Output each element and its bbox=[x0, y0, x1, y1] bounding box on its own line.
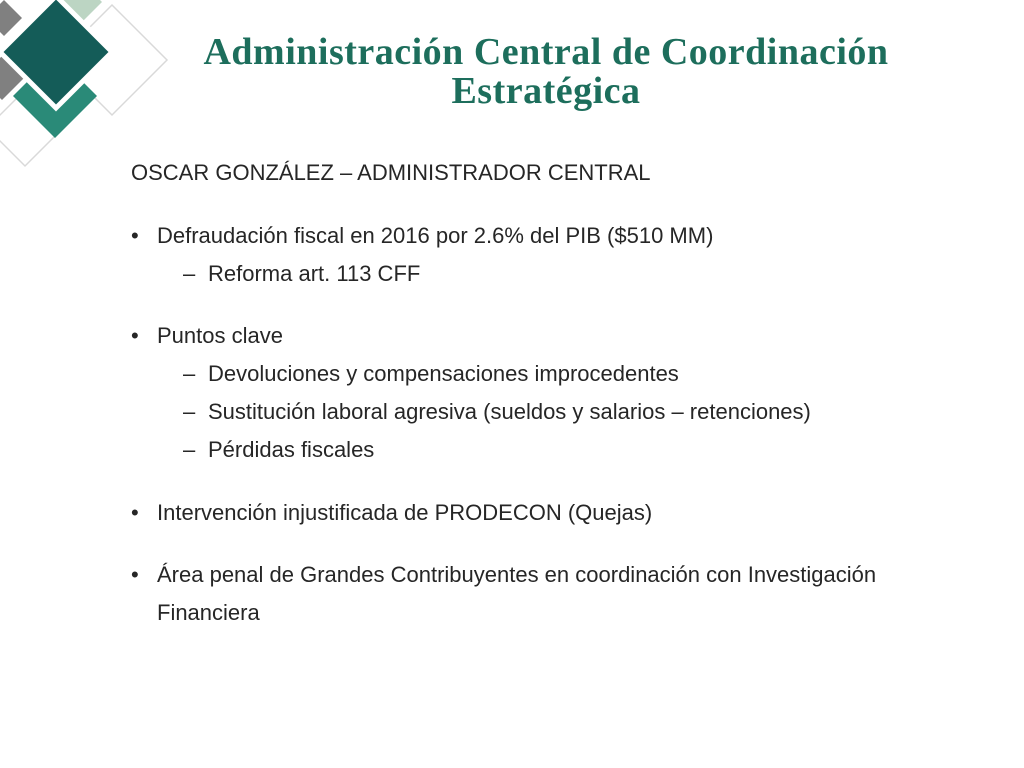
bullet-item bbox=[131, 494, 921, 532]
bullet-marker: • bbox=[131, 222, 139, 248]
sub-item bbox=[131, 431, 921, 469]
sub-text: Reforma art. 113 CFF bbox=[208, 260, 421, 286]
slide-title: Administración Central de Coordinación Estratégica bbox=[203, 31, 889, 112]
bullet-item bbox=[131, 217, 921, 293]
bullet-item bbox=[131, 317, 921, 469]
bullet-text: Área penal de Grandes Contribuyentes en coordinación con Investigación Financiera bbox=[157, 562, 877, 625]
sub-marker: – bbox=[183, 437, 196, 462]
bullet-marker: • bbox=[131, 499, 139, 525]
bullet-line bbox=[131, 217, 921, 255]
bullet-item bbox=[131, 556, 921, 632]
sub-item bbox=[131, 255, 921, 293]
sub-marker: – bbox=[183, 399, 196, 424]
slide-body bbox=[131, 154, 921, 632]
bullet-text: Puntos clave bbox=[157, 323, 283, 348]
sub-text: Pérdidas fiscales bbox=[208, 437, 375, 462]
sub-marker: – bbox=[183, 361, 196, 386]
presenter-line: OSCAR GONZÁLEZ – ADMINISTRADOR CENTRAL bbox=[131, 160, 651, 185]
bullet-line bbox=[131, 556, 921, 632]
bullet-line bbox=[131, 317, 921, 355]
bullet-marker: • bbox=[131, 562, 139, 587]
bullet-marker: • bbox=[131, 323, 139, 348]
sub-item bbox=[131, 393, 921, 431]
sub-text: Devoluciones y compensaciones improcedentes bbox=[208, 361, 679, 386]
bullet-line bbox=[131, 494, 921, 532]
sub-marker: – bbox=[183, 260, 196, 286]
bullet-text: Defraudación fiscal en 2016 por 2.6% del PIB ($510 MM) bbox=[157, 222, 714, 248]
sub-item bbox=[131, 355, 921, 393]
sub-text: Sustitución laboral agresiva (sueldos y salarios – retenciones) bbox=[208, 399, 811, 424]
diamond-pattern-icon bbox=[0, 0, 180, 170]
bullet-text: Intervención injustificada de PRODECON (Quejas) bbox=[157, 499, 653, 525]
